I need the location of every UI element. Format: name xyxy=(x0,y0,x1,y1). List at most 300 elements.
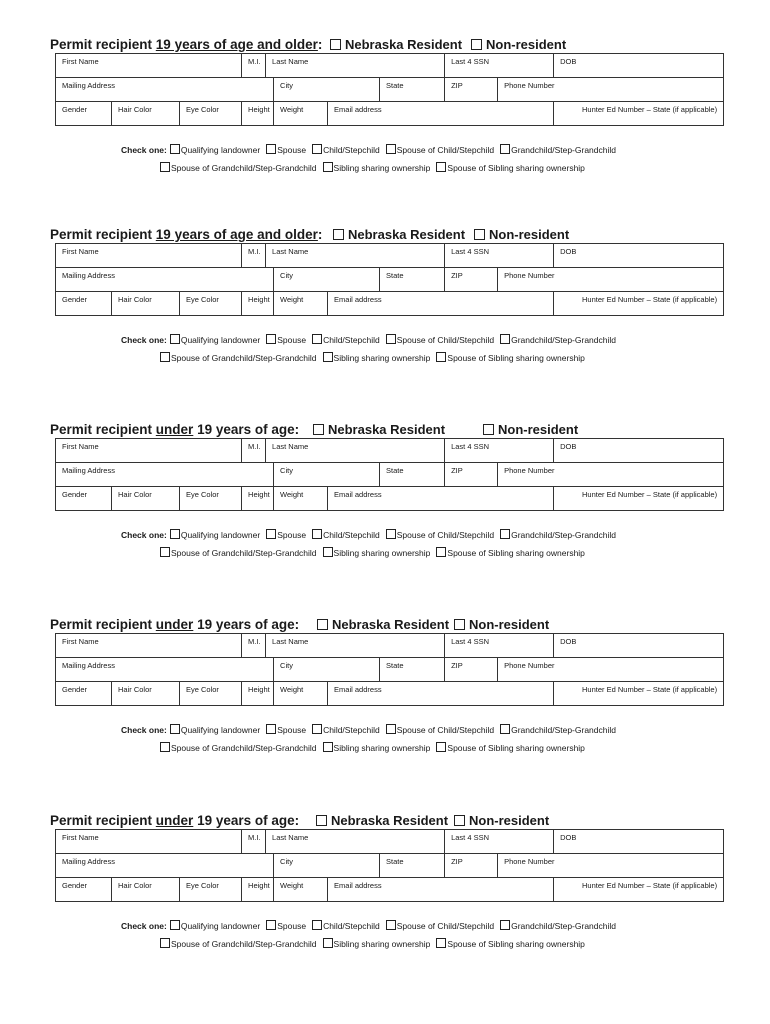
zip-field[interactable] xyxy=(445,463,498,487)
option-spouse[interactable] xyxy=(266,530,306,540)
section-title xyxy=(50,813,299,828)
hunter-ed-field[interactable] xyxy=(554,487,724,511)
weight-field[interactable] xyxy=(274,878,328,902)
option-label: Child/Stepchild xyxy=(323,921,380,931)
option-label: Spouse of Sibling sharing ownership xyxy=(447,743,585,753)
option-spouse-of-child[interactable] xyxy=(386,335,494,345)
option-spouse-of-sibling[interactable] xyxy=(436,548,585,558)
checkbox-icon[interactable] xyxy=(266,334,276,344)
eye-color-label: Eye Color xyxy=(186,490,219,499)
state-label: State xyxy=(386,857,404,866)
checkbox-icon[interactable] xyxy=(160,742,170,752)
mailing-address-field[interactable] xyxy=(56,463,274,487)
middle-initial-field[interactable] xyxy=(242,244,266,268)
checkbox-icon[interactable] xyxy=(266,920,276,930)
title-underlined: 19 years of age and older xyxy=(155,37,318,52)
title-underlined: under xyxy=(155,813,194,828)
title-prefix: Permit recipient xyxy=(50,813,156,828)
hunter-ed-label: Hunter Ed Number – State (if applicable) xyxy=(582,105,718,114)
checkbox-icon[interactable] xyxy=(386,144,396,154)
mi-label: M.I. xyxy=(248,247,261,256)
option-label: Qualifying landowner xyxy=(180,921,261,931)
city-field[interactable] xyxy=(274,463,380,487)
last-name-field[interactable] xyxy=(266,634,445,658)
option-sibling[interactable] xyxy=(323,163,431,173)
option-qualifying-landowner[interactable] xyxy=(170,725,260,735)
eye-color-field[interactable] xyxy=(180,292,242,316)
checkbox-icon[interactable] xyxy=(170,334,180,344)
non-resident-label: Non-resident xyxy=(498,422,579,437)
first-name-label: First Name xyxy=(62,247,99,256)
state-field[interactable] xyxy=(380,658,445,682)
option-label: Spouse of Child/Stepchild xyxy=(396,921,495,931)
middle-initial-field[interactable] xyxy=(242,634,266,658)
phone-label: Phone Number xyxy=(504,661,555,670)
city-label: City xyxy=(280,661,293,670)
checkbox-icon[interactable] xyxy=(170,529,180,539)
checkbox-icon[interactable] xyxy=(312,724,322,734)
eye-color-label: Eye Color xyxy=(186,105,219,114)
title-prefix: Permit recipient xyxy=(50,617,156,632)
middle-initial-field[interactable] xyxy=(242,439,266,463)
zip-label: ZIP xyxy=(451,466,463,475)
eye-color-field[interactable] xyxy=(180,102,242,126)
last4-ssn-label: Last 4 SSN xyxy=(451,442,490,451)
height-label: Height xyxy=(248,105,270,114)
checkbox-icon[interactable] xyxy=(500,144,510,154)
option-spouse-of-grandchild[interactable] xyxy=(160,939,317,949)
relationship-check-row-2 xyxy=(160,162,591,173)
checkbox-icon[interactable] xyxy=(170,724,180,734)
option-grandchild[interactable] xyxy=(500,335,616,345)
checkbox-icon[interactable] xyxy=(323,352,333,362)
height-field[interactable] xyxy=(242,292,274,316)
option-label: Child/Stepchild xyxy=(323,335,380,345)
option-sibling[interactable] xyxy=(323,548,431,558)
section-title xyxy=(50,617,299,632)
option-label: Child/Stepchild xyxy=(323,725,380,735)
zip-field[interactable] xyxy=(445,854,498,878)
title-suffix: 19 years of age: xyxy=(193,617,300,632)
option-label: Spouse of Child/Stepchild xyxy=(396,145,495,155)
hair-color-label: Hair Color xyxy=(118,881,152,890)
hunter-ed-field[interactable] xyxy=(554,102,724,126)
option-spouse-of-child[interactable] xyxy=(386,725,494,735)
checkbox-icon[interactable] xyxy=(266,724,276,734)
mi-label: M.I. xyxy=(248,57,261,66)
city-field[interactable] xyxy=(274,658,380,682)
dob-label: DOB xyxy=(560,247,577,256)
non-resident-option[interactable] xyxy=(454,813,549,828)
weight-label: Weight xyxy=(280,685,304,694)
permit-recipient-section xyxy=(0,422,770,592)
checkbox-icon[interactable] xyxy=(312,920,322,930)
checkbox-icon[interactable] xyxy=(386,529,396,539)
phone-field[interactable] xyxy=(498,854,724,878)
first-name-label: First Name xyxy=(62,442,99,451)
option-spouse[interactable] xyxy=(266,725,306,735)
checkbox-icon[interactable] xyxy=(170,920,180,930)
last4-ssn-field[interactable] xyxy=(445,830,554,854)
option-spouse-of-grandchild[interactable] xyxy=(160,353,317,363)
checkbox-icon[interactable] xyxy=(323,742,333,752)
height-field[interactable] xyxy=(242,102,274,126)
mailing-address-field[interactable] xyxy=(56,78,274,102)
last4-ssn-field[interactable] xyxy=(445,54,554,78)
zip-label: ZIP xyxy=(451,857,463,866)
hunter-ed-label: Hunter Ed Number – State (if applicable) xyxy=(582,490,718,499)
option-label: Spouse of Grandchild/Step-Grandchild xyxy=(171,548,317,558)
non-resident-option[interactable] xyxy=(483,422,578,437)
gender-field[interactable] xyxy=(56,487,112,511)
checkbox-icon[interactable] xyxy=(312,334,322,344)
checkbox-icon[interactable] xyxy=(160,162,170,172)
city-field[interactable] xyxy=(274,78,380,102)
checkbox-icon[interactable] xyxy=(330,39,341,50)
option-child-stepchild[interactable] xyxy=(312,530,380,540)
email-field[interactable] xyxy=(328,878,554,902)
height-field[interactable] xyxy=(242,487,274,511)
checkbox-icon[interactable] xyxy=(317,619,328,630)
eye-color-label: Eye Color xyxy=(186,881,219,890)
option-qualifying-landowner[interactable] xyxy=(170,145,260,155)
zip-field[interactable] xyxy=(445,268,498,292)
nebraska-resident-option[interactable] xyxy=(330,37,462,52)
option-label: Spouse of Sibling sharing ownership xyxy=(447,548,585,558)
section-title xyxy=(50,37,322,52)
checkbox-icon[interactable] xyxy=(266,529,276,539)
last-name-label: Last Name xyxy=(272,57,309,66)
option-label: Grandchild/Step-Grandchild xyxy=(511,725,616,735)
relationship-check-row-1 xyxy=(121,529,622,540)
section-title xyxy=(50,422,299,437)
weight-field[interactable] xyxy=(274,102,328,126)
first-name-label: First Name xyxy=(62,637,99,646)
gender-field[interactable] xyxy=(56,878,112,902)
first-name-field[interactable] xyxy=(56,439,242,463)
recipient-info-grid xyxy=(55,53,724,126)
email-field[interactable] xyxy=(328,102,554,126)
last-name-field[interactable] xyxy=(266,830,445,854)
zip-field[interactable] xyxy=(445,658,498,682)
option-label: Spouse of Child/Stepchild xyxy=(396,725,495,735)
option-qualifying-landowner[interactable] xyxy=(170,530,260,540)
option-spouse[interactable] xyxy=(266,145,306,155)
dob-label: DOB xyxy=(560,442,577,451)
check-one-label: Check one: xyxy=(121,530,167,540)
permit-recipient-section xyxy=(0,37,770,207)
nebraska-resident-option[interactable] xyxy=(313,422,445,437)
first-name-field[interactable] xyxy=(56,244,242,268)
option-spouse-of-child[interactable] xyxy=(386,145,494,155)
height-label: Height xyxy=(248,295,270,304)
eye-color-field[interactable] xyxy=(180,487,242,511)
mailing-address-field[interactable] xyxy=(56,854,274,878)
checkbox-icon[interactable] xyxy=(160,352,170,362)
mi-label: M.I. xyxy=(248,637,261,646)
email-label: Email address xyxy=(334,490,382,499)
weight-label: Weight xyxy=(280,881,304,890)
option-spouse-of-child[interactable] xyxy=(386,921,494,931)
checkbox-icon[interactable] xyxy=(500,920,510,930)
option-label: Spouse of Child/Stepchild xyxy=(396,335,495,345)
dob-label: DOB xyxy=(560,637,577,646)
email-label: Email address xyxy=(334,295,382,304)
checkbox-icon[interactable] xyxy=(312,529,322,539)
option-qualifying-landowner[interactable] xyxy=(170,921,260,931)
checkbox-icon[interactable] xyxy=(436,547,446,557)
option-grandchild[interactable] xyxy=(500,921,616,931)
option-child-stepchild[interactable] xyxy=(312,335,380,345)
phone-label: Phone Number xyxy=(504,81,555,90)
section-title xyxy=(50,227,322,242)
option-grandchild[interactable] xyxy=(500,145,616,155)
option-label: Child/Stepchild xyxy=(323,145,380,155)
checkbox-icon[interactable] xyxy=(323,547,333,557)
checkbox-icon[interactable] xyxy=(323,938,333,948)
checkbox-icon[interactable] xyxy=(483,424,494,435)
weight-label: Weight xyxy=(280,490,304,499)
option-spouse-of-sibling[interactable] xyxy=(436,743,585,753)
nebraska-resident-label: Nebraska Resident xyxy=(331,813,449,828)
dob-field[interactable] xyxy=(554,54,724,78)
last-name-label: Last Name xyxy=(272,442,309,451)
option-grandchild[interactable] xyxy=(500,530,616,540)
option-label: Spouse xyxy=(277,335,307,345)
option-spouse-of-grandchild[interactable] xyxy=(160,743,317,753)
last4-ssn-field[interactable] xyxy=(445,439,554,463)
height-label: Height xyxy=(248,490,270,499)
height-field[interactable] xyxy=(242,682,274,706)
last-name-label: Last Name xyxy=(272,637,309,646)
checkbox-icon[interactable] xyxy=(266,144,276,154)
mi-label: M.I. xyxy=(248,442,261,451)
hunter-ed-label: Hunter Ed Number – State (if applicable) xyxy=(582,881,718,890)
hair-color-field[interactable] xyxy=(112,292,180,316)
checkbox-icon[interactable] xyxy=(454,619,465,630)
option-label: Sibling sharing ownership xyxy=(333,939,431,949)
option-grandchild[interactable] xyxy=(500,725,616,735)
title-prefix: Permit recipient xyxy=(50,227,156,242)
dob-field[interactable] xyxy=(554,439,724,463)
option-spouse[interactable] xyxy=(266,921,306,931)
checkbox-icon[interactable] xyxy=(436,742,446,752)
middle-initial-field[interactable] xyxy=(242,54,266,78)
non-resident-option[interactable] xyxy=(454,617,549,632)
checkbox-icon[interactable] xyxy=(160,938,170,948)
option-qualifying-landowner[interactable] xyxy=(170,335,260,345)
checkbox-icon[interactable] xyxy=(386,920,396,930)
phone-label: Phone Number xyxy=(504,466,555,475)
zip-label: ZIP xyxy=(451,271,463,280)
phone-field[interactable] xyxy=(498,268,724,292)
relationship-check-row-1 xyxy=(121,920,622,931)
checkbox-icon[interactable] xyxy=(313,424,324,435)
city-field[interactable] xyxy=(274,854,380,878)
hunter-ed-field[interactable] xyxy=(554,292,724,316)
checkbox-icon[interactable] xyxy=(170,144,180,154)
option-label: Qualifying landowner xyxy=(180,725,261,735)
first-name-field[interactable] xyxy=(56,54,242,78)
last-name-field[interactable] xyxy=(266,244,445,268)
relationship-check-row-2 xyxy=(160,742,591,753)
dob-field[interactable] xyxy=(554,244,724,268)
checkbox-icon[interactable] xyxy=(386,334,396,344)
hair-color-field[interactable] xyxy=(112,682,180,706)
mailing-address-field[interactable] xyxy=(56,658,274,682)
checkbox-icon[interactable] xyxy=(323,162,333,172)
relationship-check-row-2 xyxy=(160,547,591,558)
option-label: Spouse of Sibling sharing ownership xyxy=(447,163,585,173)
state-field[interactable] xyxy=(380,78,445,102)
checkbox-icon[interactable] xyxy=(436,162,446,172)
state-field[interactable] xyxy=(380,463,445,487)
first-name-field[interactable] xyxy=(56,634,242,658)
non-resident-option[interactable] xyxy=(471,37,566,52)
email-field[interactable] xyxy=(328,487,554,511)
height-field[interactable] xyxy=(242,878,274,902)
state-field[interactable] xyxy=(380,854,445,878)
nebraska-resident-option[interactable] xyxy=(317,617,449,632)
gender-field[interactable] xyxy=(56,102,112,126)
check-one-label: Check one: xyxy=(121,335,167,345)
mailing-address-label: Mailing Address xyxy=(62,857,115,866)
dob-field[interactable] xyxy=(554,634,724,658)
option-label: Spouse of Sibling sharing ownership xyxy=(447,353,585,363)
checkbox-icon[interactable] xyxy=(500,334,510,344)
permit-recipient-section xyxy=(0,227,770,397)
email-field[interactable] xyxy=(328,682,554,706)
checkbox-icon[interactable] xyxy=(386,724,396,734)
option-spouse-of-child[interactable] xyxy=(386,530,494,540)
option-spouse-of-sibling[interactable] xyxy=(436,163,585,173)
gender-field[interactable] xyxy=(56,682,112,706)
option-sibling[interactable] xyxy=(323,743,431,753)
option-label: Sibling sharing ownership xyxy=(333,353,431,363)
option-spouse-of-grandchild[interactable] xyxy=(160,548,317,558)
hair-color-field[interactable] xyxy=(112,102,180,126)
checkbox-icon[interactable] xyxy=(333,229,344,240)
gender-field[interactable] xyxy=(56,292,112,316)
non-resident-option[interactable] xyxy=(474,227,569,242)
title-prefix: Permit recipient xyxy=(50,37,156,52)
option-label: Spouse xyxy=(277,725,307,735)
title-underlined: 19 years of age and older xyxy=(155,227,318,242)
checkbox-icon[interactable] xyxy=(316,815,327,826)
checkbox-icon[interactable] xyxy=(500,529,510,539)
checkbox-icon[interactable] xyxy=(160,547,170,557)
last4-ssn-field[interactable] xyxy=(445,244,554,268)
checkbox-icon[interactable] xyxy=(454,815,465,826)
state-label: State xyxy=(386,271,404,280)
title-suffix: : xyxy=(317,37,323,52)
state-label: State xyxy=(386,466,404,475)
checkbox-icon[interactable] xyxy=(312,144,322,154)
option-label: Spouse of Grandchild/Step-Grandchild xyxy=(171,743,317,753)
relationship-check-row-1 xyxy=(121,334,622,345)
relationship-check-row-1 xyxy=(121,724,622,735)
gender-label: Gender xyxy=(62,295,88,304)
email-label: Email address xyxy=(334,105,382,114)
middle-initial-field[interactable] xyxy=(242,830,266,854)
checkbox-icon[interactable] xyxy=(500,724,510,734)
option-label: Child/Stepchild xyxy=(323,530,380,540)
hair-color-field[interactable] xyxy=(112,487,180,511)
non-resident-label: Non-resident xyxy=(469,813,550,828)
weight-field[interactable] xyxy=(274,292,328,316)
option-spouse[interactable] xyxy=(266,335,306,345)
first-name-field[interactable] xyxy=(56,830,242,854)
dob-label: DOB xyxy=(560,57,577,66)
hunter-ed-field[interactable] xyxy=(554,682,724,706)
option-spouse-of-sibling[interactable] xyxy=(436,939,585,949)
non-resident-label: Non-resident xyxy=(489,227,570,242)
last4-ssn-label: Last 4 SSN xyxy=(451,247,490,256)
eye-color-label: Eye Color xyxy=(186,685,219,694)
option-sibling[interactable] xyxy=(323,353,431,363)
recipient-info-grid xyxy=(55,829,724,902)
nebraska-resident-option[interactable] xyxy=(316,813,448,828)
phone-field[interactable] xyxy=(498,463,724,487)
option-child-stepchild[interactable] xyxy=(312,145,380,155)
non-resident-label: Non-resident xyxy=(486,37,567,52)
city-label: City xyxy=(280,466,293,475)
city-field[interactable] xyxy=(274,268,380,292)
zip-field[interactable] xyxy=(445,78,498,102)
option-sibling[interactable] xyxy=(323,939,431,949)
option-child-stepchild[interactable] xyxy=(312,921,380,931)
title-underlined: under xyxy=(155,422,194,437)
eye-color-field[interactable] xyxy=(180,878,242,902)
state-field[interactable] xyxy=(380,268,445,292)
permit-recipient-section xyxy=(0,617,770,787)
hunter-ed-field[interactable] xyxy=(554,878,724,902)
hair-color-field[interactable] xyxy=(112,878,180,902)
checkbox-icon[interactable] xyxy=(436,352,446,362)
phone-field[interactable] xyxy=(498,658,724,682)
checkbox-icon[interactable] xyxy=(474,229,485,240)
last-name-field[interactable] xyxy=(266,54,445,78)
last4-ssn-label: Last 4 SSN xyxy=(451,637,490,646)
email-field[interactable] xyxy=(328,292,554,316)
hunter-ed-label: Hunter Ed Number – State (if applicable) xyxy=(582,295,718,304)
eye-color-field[interactable] xyxy=(180,682,242,706)
last4-ssn-field[interactable] xyxy=(445,634,554,658)
phone-field[interactable] xyxy=(498,78,724,102)
last-name-field[interactable] xyxy=(266,439,445,463)
last-name-label: Last Name xyxy=(272,833,309,842)
mailing-address-field[interactable] xyxy=(56,268,274,292)
title-underlined: under xyxy=(155,617,194,632)
nebraska-resident-option[interactable] xyxy=(333,227,465,242)
option-label: Qualifying landowner xyxy=(180,335,261,345)
option-spouse-of-sibling[interactable] xyxy=(436,353,585,363)
option-label: Spouse xyxy=(277,921,307,931)
option-label: Grandchild/Step-Grandchild xyxy=(511,145,616,155)
option-child-stepchild[interactable] xyxy=(312,725,380,735)
weight-field[interactable] xyxy=(274,682,328,706)
option-label: Spouse of Grandchild/Step-Grandchild xyxy=(171,163,317,173)
option-label: Sibling sharing ownership xyxy=(333,548,431,558)
weight-field[interactable] xyxy=(274,487,328,511)
checkbox-icon[interactable] xyxy=(436,938,446,948)
dob-label: DOB xyxy=(560,833,577,842)
relationship-check-row-1 xyxy=(121,144,622,155)
checkbox-icon[interactable] xyxy=(471,39,482,50)
option-spouse-of-grandchild[interactable] xyxy=(160,163,317,173)
option-label: Qualifying landowner xyxy=(180,530,261,540)
dob-field[interactable] xyxy=(554,830,724,854)
